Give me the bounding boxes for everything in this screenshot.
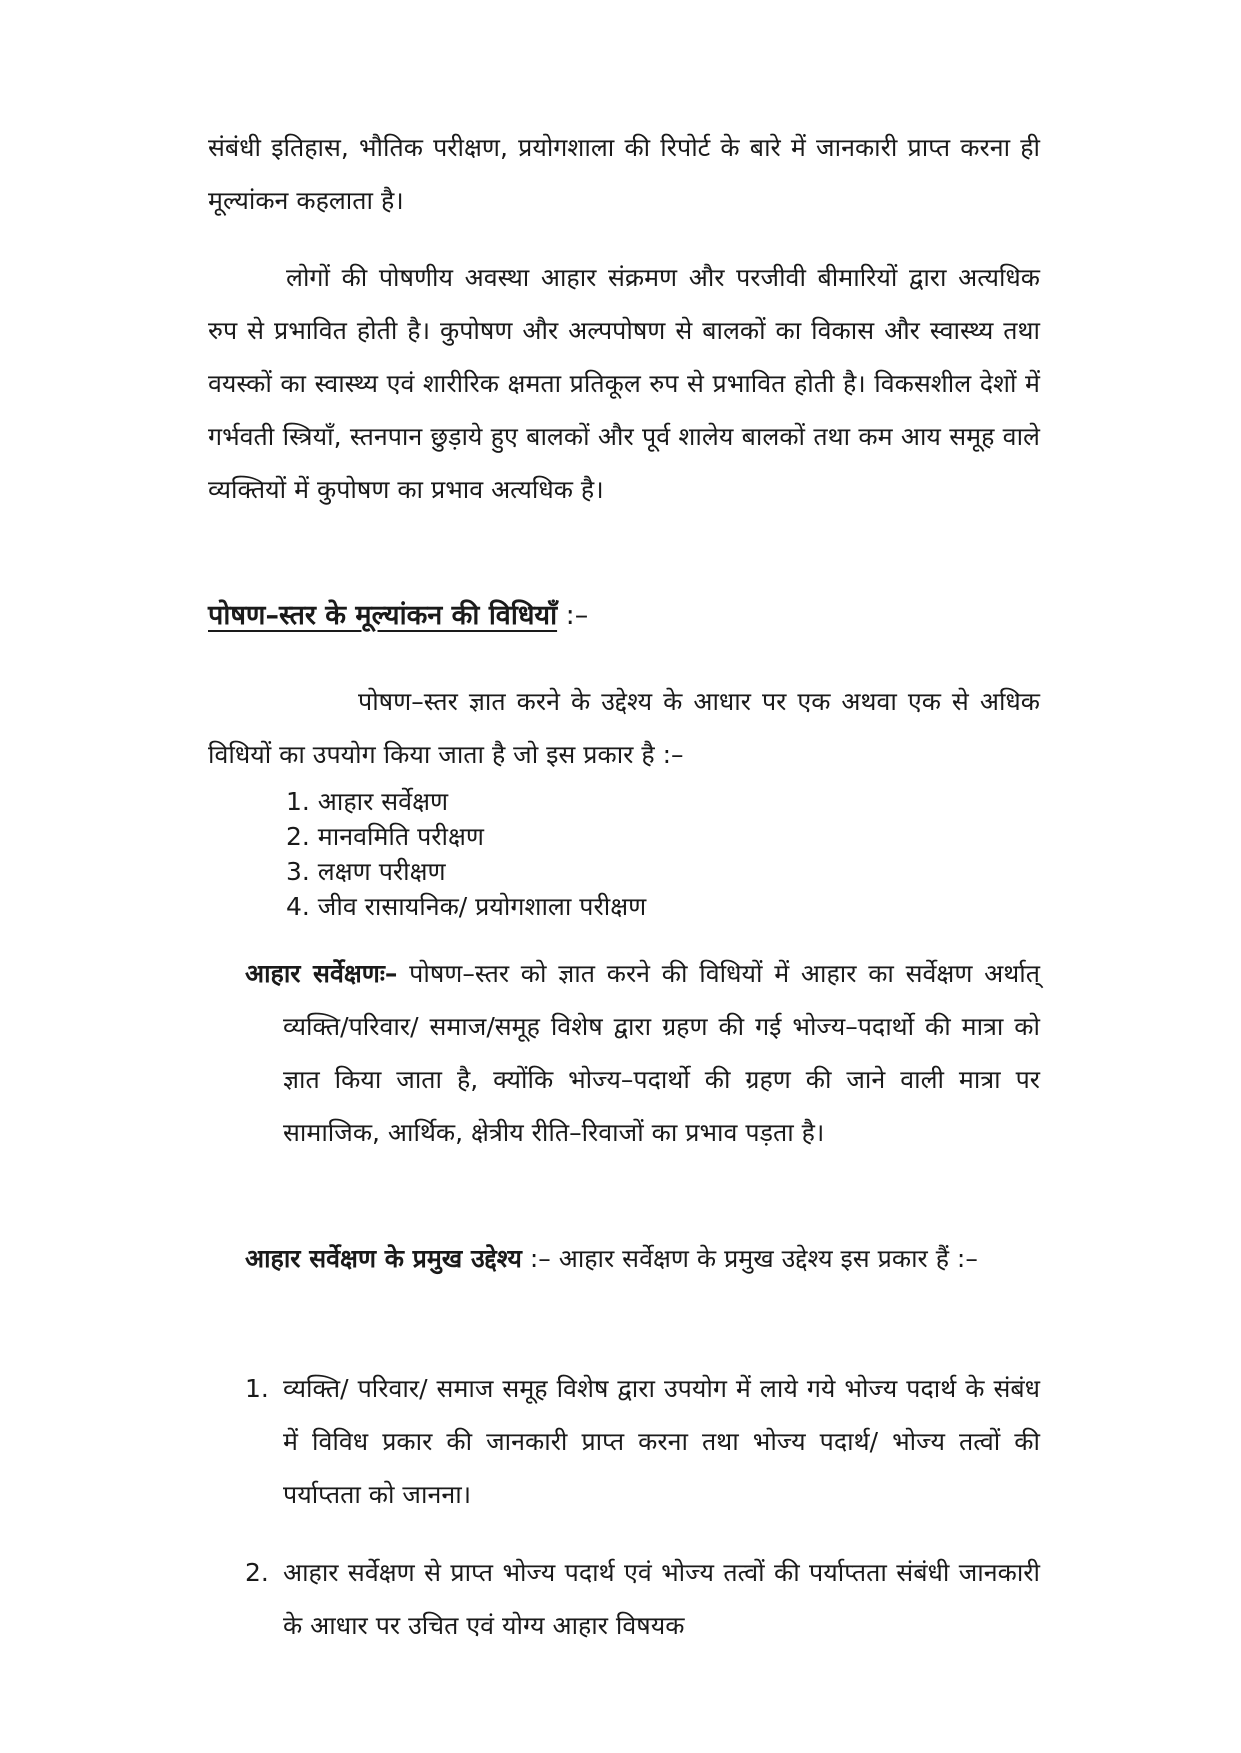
objective-item-1 (245, 1362, 1040, 1521)
methods-list (286, 784, 646, 924)
heading-suffix: :– (557, 600, 589, 631)
paragraph-methods-intro: पोषण–स्तर ज्ञात करने के उद्देश्य के आधार पर एक अथवा एक से अधिक विधियों का उपयोग किया जाता है जो इस प्रकार है :– (208, 687, 1040, 769)
list-item: 4. जीव रासायनिक/ प्रयोगशाला परीक्षण (286, 892, 647, 921)
paragraph-evaluation-definition: संबंधी इतिहास, भौतिक परीक्षण, प्रयोगशाला की रिपोर्ट के बारे में जानकारी प्राप्त करना ही मूल्यांकन कहलाता है। (208, 133, 1040, 215)
heading-text: पोषण–स्तर के मूल्यांकन की विधियाँ (208, 600, 558, 631)
objective-number: 1. (245, 1374, 269, 1403)
list-item: 3. लक्षण परीक्षण (286, 857, 446, 886)
paragraph-survey-objectives (245, 1232, 1040, 1285)
section-heading-methods (208, 596, 588, 636)
objectives-text: :– आहार सर्वेक्षण के प्रमुख उद्देश्य इस प्रकार हैं :– (521, 1244, 978, 1273)
list-item: 1. आहार सर्वेक्षण (286, 787, 449, 816)
objectives-label: आहार सर्वेक्षण के प्रमुख उद्देश्य (245, 1244, 522, 1273)
diet-survey-text: पोषण–स्तर को ज्ञात करने की विधियों में आहार का सर्वेक्षण अर्थात् व्यक्ति/परिवार/ समाज/समूह विशेष द्वारा ग्रहण की गई भोज्य–पदार्थो की मात्रा को ज्ञात किया जाता है, क्योंकि भोज्य–पदार्थो की ग्रहण की जाने वाली मात्रा पर सामाजिक, आर्थिक, क्षेत्रीय रीति–रिवाजों का प्रभाव पड़ता है। (283, 959, 1040, 1147)
list-item: 2. मानवमिति परीक्षण (286, 822, 484, 851)
objective-number: 2. (245, 1558, 269, 1587)
objective-text: व्यक्ति/ परिवार/ समाज समूह विशेष द्वारा उपयोग में लाये गये भोज्य पदार्थ के संबंध में विविध प्रकार की जानकारी प्राप्त करना तथा भोज्य पदार्थ/ भोज्य तत्वों की पर्याप्तता को जानना। (283, 1374, 1040, 1509)
paragraph-nutritional-status: लोगों की पोषणीय अवस्था आहार संक्रमण और परजीवी बीमारियों द्वारा अत्यधिक रुप से प्रभावित होती है। कुपोषण और अल्पपोषण से बालकों का विकास और स्वास्थ्य तथा वयस्कों का स्वास्थ्य एवं शारीरिक क्षमता प्रतिकूल रुप से प्रभावित होती है। विकसशील देशों में गर्भवती स्त्रियाँ, स्तनपान छुड़ाये हुए बालकों और पूर्व शालेय बालकों तथा कम आय समूह वाले व्यक्तियों में कुपोषण का प्रभाव अत्यधिक है। (208, 263, 1040, 504)
objective-text: आहार सर्वेक्षण से प्राप्त भोज्य पदार्थ एवं भोज्य तत्वों की पर्याप्तता संबंधी जानकारी के आधार पर उचित एवं योग्य आहार विषयक (283, 1558, 1040, 1640)
paragraph-diet-survey (245, 947, 1040, 1159)
diet-survey-label: आहार सर्वेक्षणः– (245, 959, 398, 988)
objective-item-2 (245, 1546, 1040, 1652)
